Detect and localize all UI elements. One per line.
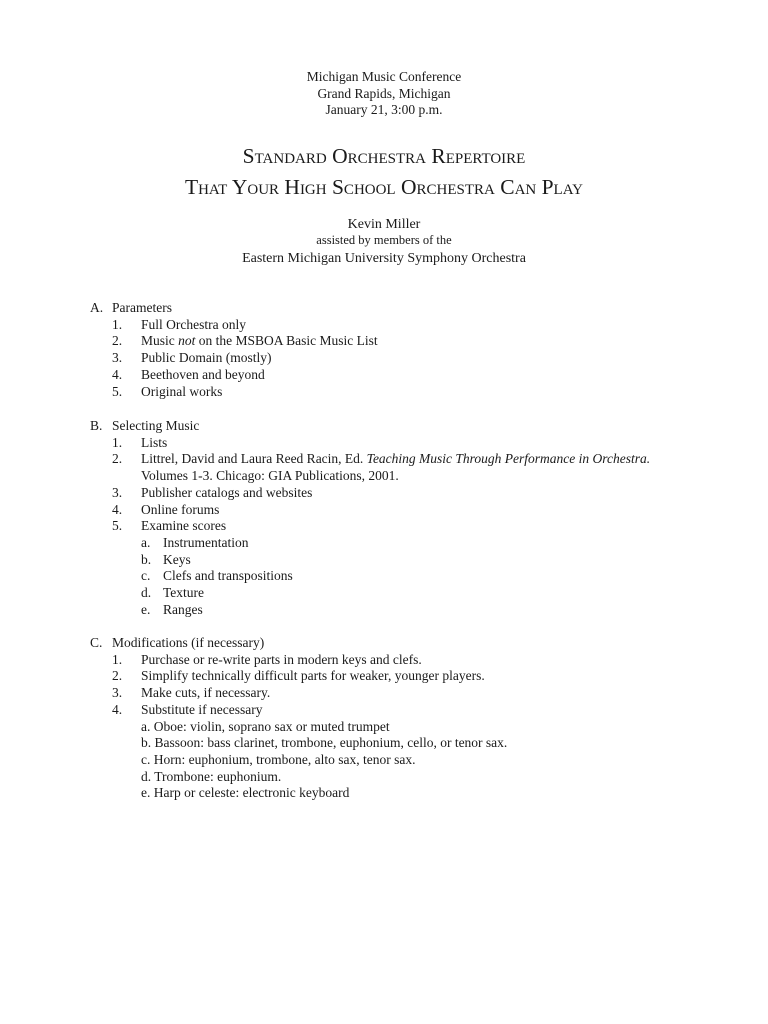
item-text: Purchase or re-write parts in modern keys and clefs. xyxy=(141,651,422,667)
list-item xyxy=(90,317,750,334)
title-line-1: Standard Orchestra Repertoire xyxy=(242,144,526,168)
item-text: Online forums xyxy=(141,501,220,517)
list-item xyxy=(90,652,750,669)
item-number: 3. xyxy=(112,350,123,366)
sub-list-item xyxy=(90,568,750,585)
item-number: 3. xyxy=(112,484,123,500)
item-number: 1. xyxy=(112,316,123,332)
list-item xyxy=(90,451,750,484)
item-number: 3. xyxy=(112,685,123,701)
subitem-text: Ranges xyxy=(163,601,203,617)
subitem-letter: c. xyxy=(141,568,151,584)
document-title xyxy=(0,141,768,203)
item-text: Lists xyxy=(141,434,168,450)
list-item xyxy=(90,518,750,535)
subitem-letter: d. xyxy=(141,584,152,600)
item-text: Original works xyxy=(141,383,223,399)
item-text: Examine scores xyxy=(141,518,227,534)
list-item xyxy=(90,350,750,367)
item-text xyxy=(141,451,750,484)
conference-header xyxy=(0,69,768,119)
subitem-letter: b. xyxy=(141,551,152,567)
substitution-item: a. Oboe: violin, soprano sax or muted trumpet xyxy=(141,718,390,734)
item-number: 1. xyxy=(112,434,123,450)
author-name: Kevin Miller xyxy=(347,217,421,232)
conference-location: Grand Rapids, Michigan xyxy=(317,85,451,101)
subitem-text: Clefs and transpositions xyxy=(163,568,293,584)
item-text: Full Orchestra only xyxy=(141,316,246,332)
subitem-text: Texture xyxy=(163,584,205,600)
section-c xyxy=(90,635,750,802)
subitem-text: Instrumentation xyxy=(163,534,249,550)
section-letter: C. xyxy=(90,635,103,650)
section-letter: B. xyxy=(90,418,103,433)
list-item xyxy=(90,502,750,519)
conference-date: January 21, 3:00 p.m. xyxy=(325,102,443,118)
item-text: Beethoven and beyond xyxy=(141,366,265,382)
item-text: Make cuts, if necessary. xyxy=(141,685,271,701)
section-label: Modifications (if necessary) xyxy=(112,635,265,650)
list-item xyxy=(90,367,750,384)
item-number: 1. xyxy=(112,651,123,667)
substitution-item: e. Harp or celeste: electronic keyboard xyxy=(141,785,350,801)
substitution-item: c. Horn: euphonium, trombone, alto sax, tenor sax. xyxy=(141,751,416,767)
item-text-post: on the MSBOA Basic Music List xyxy=(195,333,378,349)
item-number: 2. xyxy=(112,668,123,684)
item-number: 4. xyxy=(112,501,123,517)
section-letter: A. xyxy=(90,300,104,315)
item-text: Public Domain (mostly) xyxy=(141,350,272,366)
item-text-pre: Music xyxy=(141,333,179,349)
subitem-text: Keys xyxy=(163,551,191,567)
list-item xyxy=(90,384,750,401)
sub-list-item xyxy=(90,602,750,619)
author-assisted: assisted by members of the xyxy=(316,233,452,247)
list-item xyxy=(90,702,750,719)
section-heading xyxy=(90,418,750,435)
list-item xyxy=(90,435,750,452)
subitem-letter: e. xyxy=(141,601,151,617)
item-text: Publisher catalogs and websites xyxy=(141,484,313,500)
substitution-item: d. Trombone: euphonium. xyxy=(141,768,282,784)
title-line-2: That Your High School Orchestra Can Play xyxy=(184,175,584,199)
section-heading xyxy=(90,635,750,652)
book-title: Teaching Music Through Performance in Orchestra. xyxy=(366,451,651,467)
section-a xyxy=(90,300,750,400)
conference-name: Michigan Music Conference xyxy=(306,69,462,84)
section-label: Parameters xyxy=(112,300,172,315)
item-text-emphasis: not xyxy=(178,333,196,349)
sub-list-item xyxy=(90,552,750,569)
sub-list-item xyxy=(90,585,750,602)
item-text-pre: Littrel, David and Laura Reed Racin, Ed. xyxy=(141,451,367,467)
substitution-item: b. Bassoon: bass clarinet, trombone, euphonium, cello, or tenor sax. xyxy=(141,735,508,751)
subitem-letter: a. xyxy=(141,534,151,550)
item-number: 4. xyxy=(112,366,123,382)
sub-list-item xyxy=(90,535,750,552)
section-label: Selecting Music xyxy=(112,418,200,433)
item-number: 5. xyxy=(112,383,123,399)
section-b xyxy=(90,418,750,618)
item-number: 4. xyxy=(112,701,123,717)
item-text: Substitute if necessary xyxy=(141,701,263,717)
list-item xyxy=(90,333,750,350)
author-organization: Eastern Michigan University Symphony Orchestra xyxy=(242,251,526,266)
item-text-line2: Volumes 1-3. Chicago: GIA Publications, 2001. xyxy=(141,468,399,484)
list-item xyxy=(90,485,750,502)
item-number: 5. xyxy=(112,518,123,534)
section-heading xyxy=(90,300,750,317)
item-number: 2. xyxy=(112,451,123,467)
item-text xyxy=(141,333,750,350)
item-text: Simplify technically difficult parts for weaker, younger players. xyxy=(141,668,485,684)
list-item xyxy=(90,668,750,685)
author-block xyxy=(0,216,768,269)
item-number: 2. xyxy=(112,333,123,349)
list-item xyxy=(90,685,750,702)
